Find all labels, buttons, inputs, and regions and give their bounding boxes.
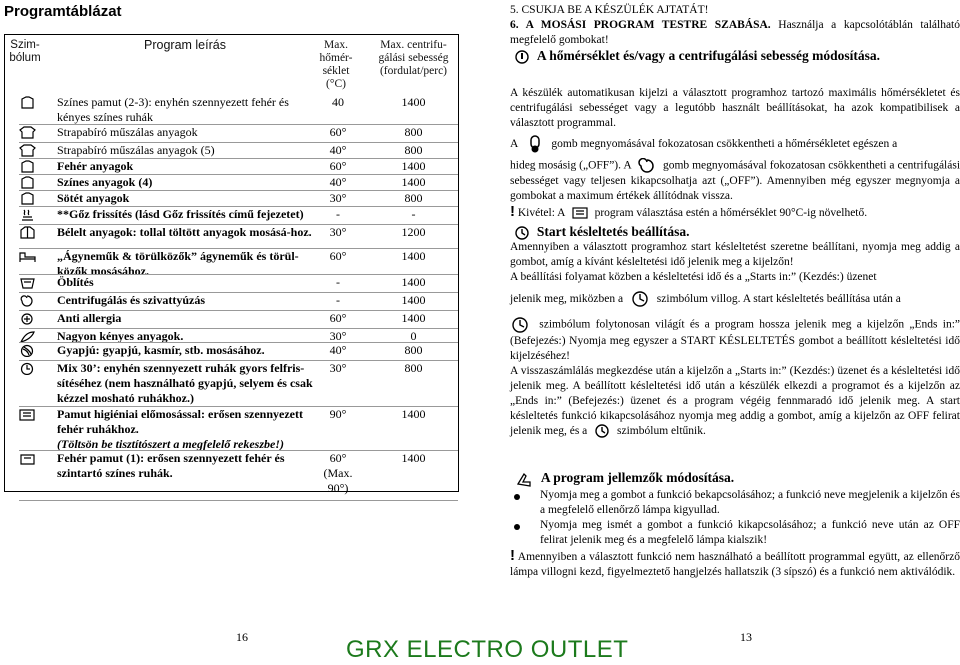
program-description: **Gőz frissítés (lásd Gőz frissítés című fejezetet) [57, 207, 304, 221]
thermometer-icon [514, 50, 530, 64]
max-spin-speed: 1400 [401, 407, 426, 421]
table-row [5, 207, 458, 225]
table-row [5, 95, 458, 125]
bullet-1 [514, 494, 520, 500]
temp-exception-note: ! Kivétel: A program választása estén a hőmérséklet 90°C-ig növelhető. [510, 203, 868, 220]
max-temperature: 60° [329, 125, 347, 139]
step-6-title: 6. A MOSÁSI PROGRAM TESTRE SZABÁSA. [510, 19, 771, 31]
page-number-left: 16 [236, 630, 248, 644]
t-shirt-icon [19, 126, 36, 139]
table-row [5, 407, 458, 451]
steam-icon [19, 208, 36, 221]
cotton60-icon [19, 452, 36, 465]
max-temperature: 30° [329, 225, 347, 239]
max-temperature: - [336, 293, 340, 307]
max-temperature: 30° [329, 191, 347, 205]
temp-paragraph-2: A gomb megnyomásával fokozatosan csökkentheti a hőmérsékletet egészen a [510, 134, 960, 154]
program-description: Színes pamut (2-3): enyhén szennyezett fehér és kényes színes ruhák [57, 95, 289, 124]
program-description: „Ágyneműk & törülközők” ágyneműk és törül-közők mosásához. [57, 249, 299, 278]
program-description: Strapabíró műszálas anyagok [57, 125, 198, 139]
step-6-text: Használja a kapcsolótáblán található megfelelő gombokat! [510, 19, 960, 46]
row-divider [19, 500, 458, 501]
start-paragraph-3: szimbólum folytonosan világít és a program hossza jelenik meg a kijelzőn „Ends in:” (Befejezés:) Nyomja meg egyszer a START KÉSLELTETÉS gombot a beállított késleltetési idő kijelzéséhez! [510, 316, 960, 364]
bullet-2 [514, 524, 520, 530]
program-description: Anti allergia [57, 311, 122, 325]
program-description: Öblítés [57, 275, 94, 289]
wool-icon [19, 344, 36, 357]
jacket-icon [19, 226, 36, 239]
shirt-icon [19, 96, 36, 109]
program-description: Gyapjú: gyapjú, kasmír, stb. mosásához. [57, 343, 265, 357]
max-temperature: 90° [329, 407, 347, 421]
max-spin-speed: 1400 [401, 275, 426, 289]
max-temperature: 40 [332, 95, 344, 109]
left-page [0, 0, 470, 665]
program-description: Nagyon kényes anyagok. [57, 329, 184, 343]
spin-button-icon [638, 158, 656, 174]
program-description: Centrifugálás és szivattyúzás [57, 293, 205, 307]
program-table [4, 34, 459, 495]
shirt-icon [19, 176, 36, 189]
header-max-temp: Max. hőmér- séklet (°C) [319, 39, 353, 90]
table-row [5, 125, 458, 143]
header-max-spin: Max. centrifu- gálási sebesség (fordulat/perc) [378, 39, 449, 77]
max-temperature: 30° [329, 361, 347, 375]
max-temperature: 60° (Max. 90°) [323, 451, 353, 495]
t-shirt-icon [19, 144, 36, 157]
max-spin-speed: 800 [404, 361, 423, 375]
max-temperature: 30° [329, 329, 347, 343]
table-row [5, 361, 458, 407]
table-row [5, 311, 458, 329]
max-spin-speed: - [411, 207, 416, 221]
delay-clock-icon-2 [510, 316, 530, 334]
max-temperature: 60° [329, 311, 347, 325]
max-temperature: - [336, 275, 340, 289]
step-5: 5. CSUKJA BE A KÉSZÜLÉK AJTATÁT! [510, 4, 709, 16]
table-row [5, 343, 458, 361]
table-row [5, 275, 458, 293]
max-spin-speed: 1400 [401, 311, 426, 325]
delay-clock-icon [630, 290, 650, 308]
table-row [5, 451, 458, 501]
program-note: (Töltsön be tisztítószert a megfelelő rekeszbe!) [57, 437, 284, 451]
table-row [5, 249, 458, 278]
max-spin-speed: 1400 [401, 95, 426, 109]
table-header [5, 35, 458, 95]
program-description: Sötét anyagok [57, 191, 130, 205]
max-temperature: 60° [329, 159, 347, 173]
max-spin-speed: 800 [404, 143, 423, 157]
program-description: Strapabíró műszálas anyagok (5) [57, 143, 215, 157]
max-spin-speed: 0 [410, 329, 417, 343]
allergy-icon [19, 312, 36, 325]
max-spin-speed: 1200 [401, 225, 426, 239]
header-symbol: Szim- bólum [9, 39, 41, 64]
feature-heading: A program jellemzők módosítása. [510, 470, 960, 488]
table-row [5, 159, 458, 175]
temperature-button-icon [525, 135, 545, 153]
table-row [5, 191, 458, 207]
max-temperature: 60° [329, 249, 347, 263]
table-row [5, 225, 458, 249]
shirt-icon [19, 192, 36, 205]
temp-heading: A hőmérséklet és/vagy a centrifugálási sebesség módosítása. [510, 48, 960, 65]
max-spin-speed: 800 [404, 191, 423, 205]
start-paragraph-2a: A beállítási folyamat közben a késleltetési idő és a „Starts in:” (Kezdés:) üzenet [510, 271, 877, 283]
max-spin-speed: 1400 [401, 159, 426, 173]
feature-bullet-1: Nyomja meg a gombot a funkció bekapcsolásához; a funkció neve megjelenik a kijelzőn és a megfelelő ellenőrző lámpa kigyullad. [540, 489, 960, 516]
max-spin-speed: 1400 [401, 175, 426, 189]
delay-clock-icon-3 [594, 424, 610, 438]
program-description: Színes anyagok (4) [57, 175, 153, 189]
right-page [510, 0, 960, 665]
start-paragraph-2b: jelenik meg, miközben a szimbólum villog. A start késleltetés beállítása után a [510, 290, 960, 308]
rinse-icon [19, 276, 36, 289]
step-6 [510, 18, 960, 48]
start-heading: Start késleltetés beállítása. [510, 224, 960, 241]
max-spin-speed: 1400 [401, 249, 426, 263]
max-temperature: 40° [329, 343, 347, 357]
max-spin-speed: 1400 [401, 451, 426, 465]
clock-icon [514, 226, 530, 240]
header-program: Program leírás [144, 38, 226, 52]
feature-note: ! Amennyiben a választott funkció nem használható a beállított programmal együtt, az ellenőrző lámpa villogni kezd, figyelmeztető hangjelzés hallatszik (3 sípszó) és a funkció nem aktiválódik. [510, 547, 960, 578]
program-description: Bélelt anyagok: tollal töltött anyagok mosásá-hoz. [57, 225, 312, 239]
mix30-icon [19, 362, 36, 375]
table-row [5, 329, 458, 343]
shirt-icon [19, 160, 36, 173]
max-spin-speed: 1400 [401, 293, 426, 307]
bed-icon [19, 250, 36, 263]
program-description: Mix 30’: enyhén szennyezett ruhák gyors felfris-sítéséhez (nem használható gyapjú, selyem és csak kézzel mosható ruhákhoz.) [57, 361, 313, 405]
max-temperature: - [336, 207, 340, 221]
footer-brand: GRX ELECTRO OUTLET [346, 636, 629, 663]
max-spin-speed: 800 [404, 343, 423, 357]
spin-icon [19, 294, 36, 307]
program-description: Fehér pamut (1): erősen szennyezett fehér és szintartó színes ruhák. [57, 451, 285, 480]
page-title: Programtáblázat [4, 3, 122, 20]
start-paragraph-4: A visszaszámlálás megkezdése után a kijelzőn a „Starts in:” (Kezdés:) üzenet és a késleltetési idő jelenik meg. A beállított késleltetési idő után a készülék elkezdi a programot és a kijelzőn az „Ends in:” (Befejezés:) üzenet és a program végéig fennmaradó idő jelenik meg. A start késleltetés funkció kikapcsolásához nyomja meg addig a gombot, amíg a kijelzőn az OFF felirat jelenik meg, és a szimbólum eltűnik. [510, 365, 960, 437]
program-description: Fehér anyagok [57, 159, 134, 173]
hygiene-icon [19, 408, 36, 421]
table-row [5, 175, 458, 191]
max-spin-speed: 800 [404, 125, 423, 139]
max-temperature: 40° [329, 143, 347, 157]
hygiene-program-icon [572, 206, 588, 220]
table-row [5, 293, 458, 311]
table-row [5, 143, 458, 159]
feature-hand-icon [514, 470, 534, 488]
temp-paragraph-1: A készülék automatikusan kijelzi a választott programhoz tartozó maximális hőmérsékletet és centrifugálási sebességet vagy a legutóbb használt beállításokat, ha azok kompatibilisek a választott programmal. [510, 87, 960, 129]
max-temperature: 40° [329, 175, 347, 189]
temp-paragraph-3: hideg mosásig („OFF”). A gomb megnyomásával fokozatosan csökkentheti a centrifugálási sebességet vagy teljesen kikapcsolhatja azt („OFF”). Amennyiben még egyszer megnyomja a gombokat a maximum értékek állítódnak vissza. [510, 159, 960, 202]
page-number-right: 13 [740, 630, 752, 644]
feature-bullet-2: Nyomja meg ismét a gombot a funkció kikapcsolásához; a funkció neve után az OFF felirat jelenik meg és a megfelelő lámpa kialszik! [540, 519, 960, 546]
start-paragraph-1: Amennyiben a választott programhoz start késleltetést szeretne beállítani, nyomja meg addig a gombot, amíg a kívánt késleltetési idő jelenik meg a kijelzőn! [510, 241, 960, 268]
program-description: Pamut higiéniai előmosással: erősen szennyezett fehér ruhákhoz. (Töltsön be tisztítószert a megfelelő rekeszbe!) [57, 407, 317, 452]
